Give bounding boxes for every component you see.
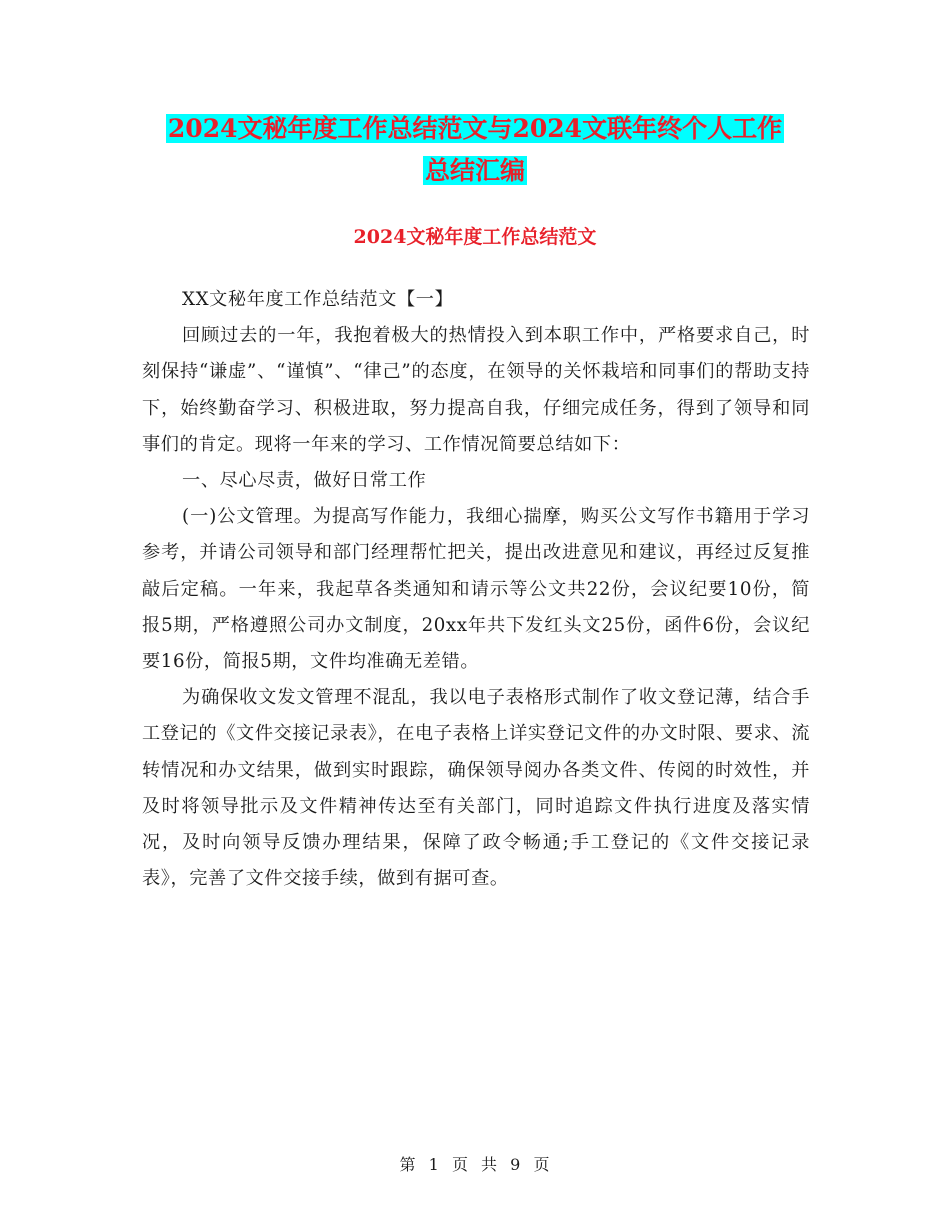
- footer-total-pages: 9: [510, 1155, 522, 1174]
- page-footer: [0, 1152, 950, 1175]
- paragraph-section-heading: 一、尽心尽责，做好日常工作: [182, 470, 427, 492]
- paragraph-subheading: XX文秘年度工作总结范文【一】: [182, 289, 454, 310]
- footer-total-prefix: 共: [481, 1155, 499, 1174]
- paragraph-intro: 回顾过去的一年，我抱着极大的热情投入到本职工作中，严格要求自己，时刻保持“谦虚”、“谨慎”、“律己”的态度，在领导的关怀栽培和同事们的帮助支持下，始终勤奋学习、积极进取，努力提高自我，仔细完成任务，得到了领导和同事们的肯定。现将一年来的学习、工作情况简要总结如下：: [142, 325, 810, 455]
- document-body: [142, 282, 810, 897]
- document-title-line-2: 总结汇编: [424, 156, 525, 185]
- footer-page-word: 页: [451, 1155, 469, 1174]
- section-title: 2024文秘年度工作总结范文: [353, 226, 597, 248]
- footer-suffix: 页: [533, 1155, 551, 1174]
- document-title: [120, 108, 830, 192]
- paragraph-document-management: (一)公文管理。为提高写作能力，我细心揣摩，购买公文写作书籍用于学习参考，并请公司领导和部门经理帮忙把关，提出改进意见和建议，再经过反复推敲后定稿。一年来，我起草各类通知和请示等公文共22份，会议纪要10份，简报5期，严格遵照公司办文制度，20xx年共下发红头文25份，函件6份，会议纪要16份，简报5期，文件均准确无差错。: [142, 506, 810, 673]
- footer-current-page: 1: [428, 1155, 440, 1174]
- document-title-line-1: 2024文秘年度工作总结范文与2024文联年终个人工作: [167, 114, 783, 143]
- footer-prefix: 第: [399, 1155, 417, 1174]
- paragraph-filing: 为确保收文发文管理不混乱，我以电子表格形式制作了收文登记薄，结合手工登记的《文件交接记录表》，在电子表格上详实登记文件的办文时限、要求、流转情况和办文结果，做到实时跟踪，确保领导阅办各类文件、传阅的时效性，并及时将领导批示及文件精神传达至有关部门，同时追踪文件执行进度及落实情况，及时向领导反馈办理结果，保障了政令畅通;手工登记的《文件交接记录表》，完善了文件交接手续，做到有据可查。: [142, 687, 810, 890]
